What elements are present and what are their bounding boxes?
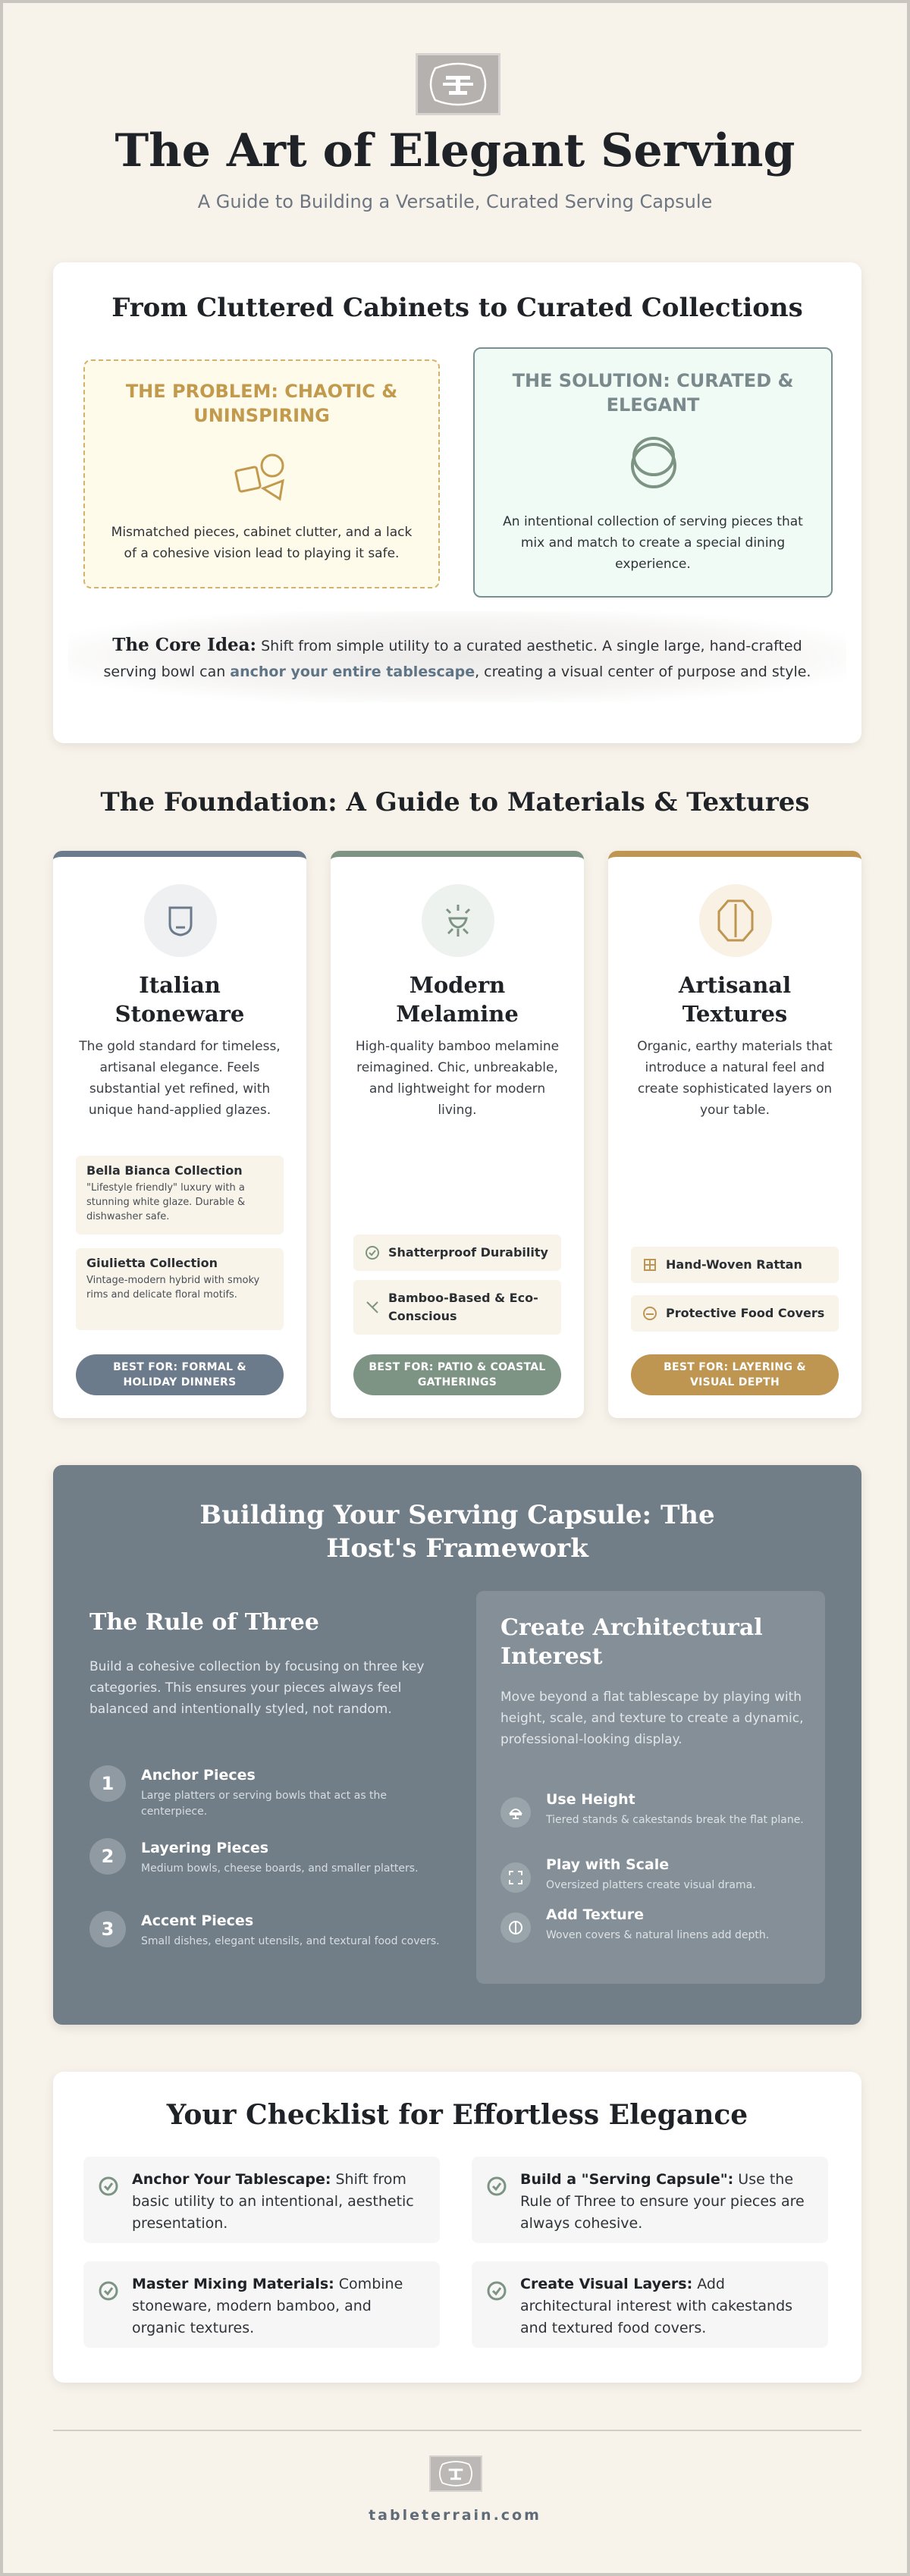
checklist-text: [520, 2273, 813, 2339]
step-number: 2: [89, 1838, 126, 1875]
checklist-body: Combine stoneware, modern bamboo, and organic textures.: [132, 2276, 403, 2336]
architecture-item-desc: Oversized platters create visual drama.: [546, 1879, 756, 1891]
step-item: [89, 1765, 453, 1826]
checklist-body: Use the Rule of Three to ensure your pieces are always cohesive.: [520, 2171, 805, 2232]
material-title: Artisanal Textures: [678, 972, 792, 1027]
collection-name: Bella Bianca Collection: [86, 1163, 243, 1178]
material-card-textures: [608, 851, 861, 1418]
core-idea-label: The Core Idea:: [112, 635, 257, 655]
collection-box: [76, 1248, 284, 1330]
checklist-bold: Build a "Serving Capsule":: [520, 2171, 734, 2188]
stoneware-icon: [144, 884, 217, 957]
sun-icon: [422, 884, 494, 957]
checklist-item: [83, 2261, 440, 2348]
core-idea-band: [68, 611, 846, 702]
architecture-item-title: Play with Scale: [546, 1856, 670, 1873]
feature-label: Hand-Woven Rattan: [666, 1257, 802, 1272]
material-description: The gold standard for timeless, artisanal elegance. Feels substantial yet refined, with unique hand-applied glazes.: [79, 1039, 281, 1118]
expand-icon: [500, 1862, 531, 1893]
checklist-section: [53, 2072, 861, 2383]
feature-item: [631, 1295, 839, 1332]
page-title: The Art of Elegant Serving: [115, 124, 795, 177]
best-for-badge: BEST FOR: PATIO & COASTAL GATHERINGS: [353, 1354, 561, 1395]
brand-logo: [416, 53, 500, 115]
checklist-item: [472, 2157, 828, 2243]
step-number: 1: [89, 1765, 126, 1802]
core-idea-body: Shift from simple utility to a curated aesthetic. A single large, hand-crafted serving bowl can: [103, 638, 802, 680]
intro-section: [53, 262, 861, 743]
checklist-text: [520, 2169, 813, 2235]
architecture-item-desc: Woven covers & natural linens add depth.: [546, 1929, 770, 1941]
intro-title: From Cluttered Cabinets to Curated Collections: [111, 293, 803, 323]
page-subtitle: A Guide to Building a Versatile, Curated Serving Capsule: [197, 191, 713, 212]
problem-text: Mismatched pieces, cabinet clutter, and a lack of a cohesive vision lead to playing it safe.: [111, 525, 413, 561]
feature-label: Bamboo-Based & Eco-Conscious: [388, 1291, 538, 1323]
step-desc: Large platters or serving bowls that act as the centerpiece.: [141, 1790, 388, 1818]
step-item: [89, 1911, 453, 1972]
footer-site-link[interactable]: tableterrain.com: [369, 2507, 541, 2524]
collection-desc: Vintage-modern hybrid with smoky rims and delicate floral motifs.: [86, 1275, 260, 1301]
feature-item: [631, 1247, 839, 1283]
architecture-item-title: Add Texture: [546, 1906, 644, 1923]
stacked-plates-icon: [628, 434, 679, 494]
architecture-item-title: Use Height: [546, 1791, 635, 1808]
step-title: Accent Pieces: [141, 1912, 254, 1929]
checklist-text: [132, 2273, 425, 2339]
checklist-body: Add architectural interest with cakestands and textured food covers.: [520, 2276, 793, 2336]
check-circle-icon: [485, 2175, 508, 2198]
shapes-icon: [233, 450, 293, 507]
framework-title: Building Your Serving Capsule: The Host's Framework: [199, 1500, 715, 1564]
collection-name: Giulietta Collection: [86, 1256, 218, 1270]
leaf-icon: [364, 1299, 381, 1316]
architecture-item-desc: Tiered stands & cakestands break the flat plane.: [546, 1814, 804, 1826]
material-title: Italian Stoneware: [115, 972, 245, 1027]
material-title: Modern Melamine: [396, 972, 519, 1027]
feature-item: [353, 1235, 561, 1271]
core-idea-highlight: anchor your entire tablescape: [230, 664, 475, 680]
architecture-description: Move beyond a flat tablescape by playing with height, scale, and texture to create a dynamic, professional-looking display.: [500, 1690, 804, 1747]
check-circle-icon: [97, 2279, 120, 2302]
architecture-item: [500, 1856, 811, 1909]
framework-section: [53, 1465, 861, 2025]
solution-box: [473, 347, 833, 598]
material-card-melamine: [331, 851, 584, 1418]
checklist-bold: Anchor Your Tablescape:: [132, 2171, 331, 2188]
step-desc: Medium bowls, cheese boards, and smaller platters.: [141, 1862, 419, 1875]
texture-icon: [500, 1912, 531, 1943]
material-description: Organic, earthy materials that introduce a natural feel and create sophisticated layers on your table.: [637, 1039, 833, 1118]
checklist-title: Your Checklist for Effortless Elegance: [166, 2099, 748, 2131]
rule-description: Build a cohesive collection by focusing on three key categories. This ensures your pieces always feel balanced and intentionally styled, not random.: [89, 1659, 425, 1717]
footer-logo: [429, 2455, 482, 2492]
cover-icon: [642, 1305, 658, 1322]
checklist-text: [132, 2169, 425, 2235]
best-for-badge: BEST FOR: LAYERING & VISUAL DEPTH: [631, 1354, 839, 1395]
core-idea-ending: , creating a visual center of purpose and style.: [475, 664, 811, 680]
architecture-panel: [476, 1591, 825, 1984]
step-title: Layering Pieces: [141, 1840, 269, 1856]
footer-divider: [53, 2430, 861, 2431]
checklist-bold: Create Visual Layers:: [520, 2276, 693, 2292]
step-item: [89, 1838, 453, 1899]
cake-stand-icon: [500, 1797, 531, 1828]
step-number: 3: [89, 1911, 126, 1947]
checklist-bold: Master Mixing Materials:: [132, 2276, 334, 2292]
problem-heading: THE PROBLEM: CHAOTIC & UNINSPIRING: [125, 381, 398, 426]
feature-item: [353, 1280, 561, 1335]
check-circle-icon: [364, 1244, 381, 1261]
best-for-badge: BEST FOR: FORMAL & HOLIDAY DINNERS: [76, 1354, 284, 1395]
solution-heading: THE SOLUTION: CURATED & ELEGANT: [512, 370, 794, 416]
problem-box: [83, 359, 440, 588]
grid-icon: [642, 1257, 658, 1273]
check-circle-icon: [485, 2279, 508, 2302]
architecture-title: Create Architectural Interest: [500, 1614, 763, 1670]
checklist-body: Shift from basic utility to an intentional, aesthetic presentation.: [132, 2171, 414, 2232]
check-circle-icon: [97, 2175, 120, 2198]
material-description: High-quality bamboo melamine reimagined. Chic, unbreakable, and lightweight for modern living.: [355, 1039, 560, 1118]
rule-title: The Rule of Three: [89, 1609, 319, 1636]
step-desc: Small dishes, elegant utensils, and textural food covers.: [141, 1935, 440, 1947]
checklist-item: [472, 2261, 828, 2348]
step-title: Anchor Pieces: [141, 1767, 256, 1784]
collection-box: [76, 1156, 284, 1235]
architecture-item: [500, 1791, 811, 1844]
feature-label: Protective Food Covers: [666, 1306, 825, 1320]
feature-label: Shatterproof Durability: [388, 1245, 548, 1260]
woven-icon: [699, 884, 772, 957]
core-idea-text: [91, 632, 824, 685]
material-card-stoneware: [53, 851, 306, 1418]
solution-text: An intentional collection of serving pieces that mix and match to create a special dining experience.: [503, 514, 803, 572]
collection-desc: "Lifestyle friendly" luxury with a stunning white glaze. Durable & dishwasher safe.: [86, 1182, 246, 1222]
materials-title: The Foundation: A Guide to Materials & Textures: [100, 787, 810, 817]
checklist-item: [83, 2157, 440, 2243]
architecture-item: [500, 1906, 811, 1959]
